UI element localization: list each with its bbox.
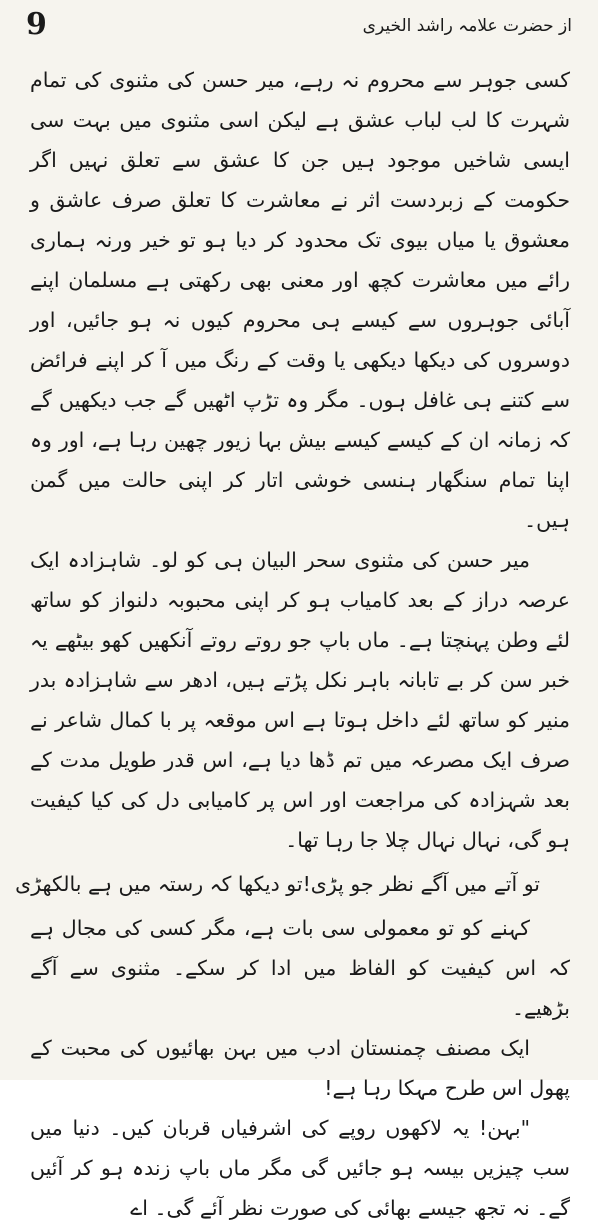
paragraph-after-verse: کہنے کو تو معمولی سی بات ہے، مگر کسی کی مجال ہے کہ اس کیفیت کو الفاظ میں ادا کر سکے۔ مثنوی سے آگے بڑھیے۔ [30, 916, 570, 1020]
verse-couplet [15, 864, 570, 904]
verse-second-half: تو دیکھا کہ رستہ میں ہے بالکھڑی [15, 872, 303, 896]
verse-first-half: تو آتے میں آگے نظر جو پڑی! [302, 872, 540, 896]
running-header: از حضرت علامہ راشد الخیری [362, 16, 572, 36]
paragraph-author: ایک مصنف چمنستان ادب میں بہن بھائیوں کی محبت کے پھول اس طرح مہکا رہا ہے! [30, 1036, 570, 1100]
body-text [15, 60, 570, 1228]
paragraph-quote: "بہن! یہ لاکھوں روپے کی اشرفیاں قربان کیں۔ دنیا میں سب چیزیں بیسہ ہو جائیں گی مگر ماں باپ زندہ ہو کر آئیں گے۔ نہ تجھ جیسے بھائی کی صورت نظر آئے گی۔ اے [30, 1116, 570, 1220]
paragraph-sehr-ul-bayan: میر حسن کی مثنوی سحر البیان ہی کو لو۔ شاہزادہ ایک عرصہ دراز کے بعد کامیاب ہو کر اپنی محبوبہ دلنواز کو ساتھ لئے وطن پہنچتا ہے۔ ماں باپ جو روتے روتے آنکھیں کھو بیٹھے یہ خبر سن کر بے تابانہ باہر نکل پڑتے ہیں، ادھر سے شاہزادہ بدر منیر کو ساتھ لئے داخل ہوتا ہے اس موقعہ پر با کمال شاعر نے صرف ایک مصرعہ میں تم ڈھا دیا ہے، اس قدر طویل مدت کے بعد شہزادہ کی مراجعت اور اس پر کامیابی دل کی کیا کیفیت ہو گی، نہال نہال چلا جا رہا تھا۔ [30, 548, 570, 852]
paragraph-opening: کسی جوہر سے محروم نہ رہے، میر حسن کی مثنوی کی تمام شہرت کا لب لباب عشق ہے لیکن اسی مثنوی میں بہت سی ایسی شاخیں موجود ہیں جن کا عشق سے تعلق نہیں اگر حکومت کے زبردست اثر نے معاشرت کا تعلق صرف عاشق و معشوق یا میاں بیوی تک محدود کر دیا ہو تو خیر ورنہ ہماری رائے میں معاشرت کچھ اور معنی بھی رکھتی ہے مسلمان اپنے آبائی جوہروں سے کیسے ہی محروم کیوں نہ ہو جائیں، اور دوسروں کی دیکھا دیکھی یا وقت کے رنگ میں آ کر اپنے فرائض سے کتنے ہی غافل ہوں۔ مگر وہ تڑپ اٹھیں گے جب دیکھیں گے کہ زمانہ ان کے کیسے کیسے بیش بہا زیور چھین رہا ہے، اور وہ اپنا تمام سنگھار ہنسی خوشی اتار کر اپنی حالت میں گمن ہیں۔ [30, 68, 570, 532]
page-number: 9 [26, 7, 47, 42]
